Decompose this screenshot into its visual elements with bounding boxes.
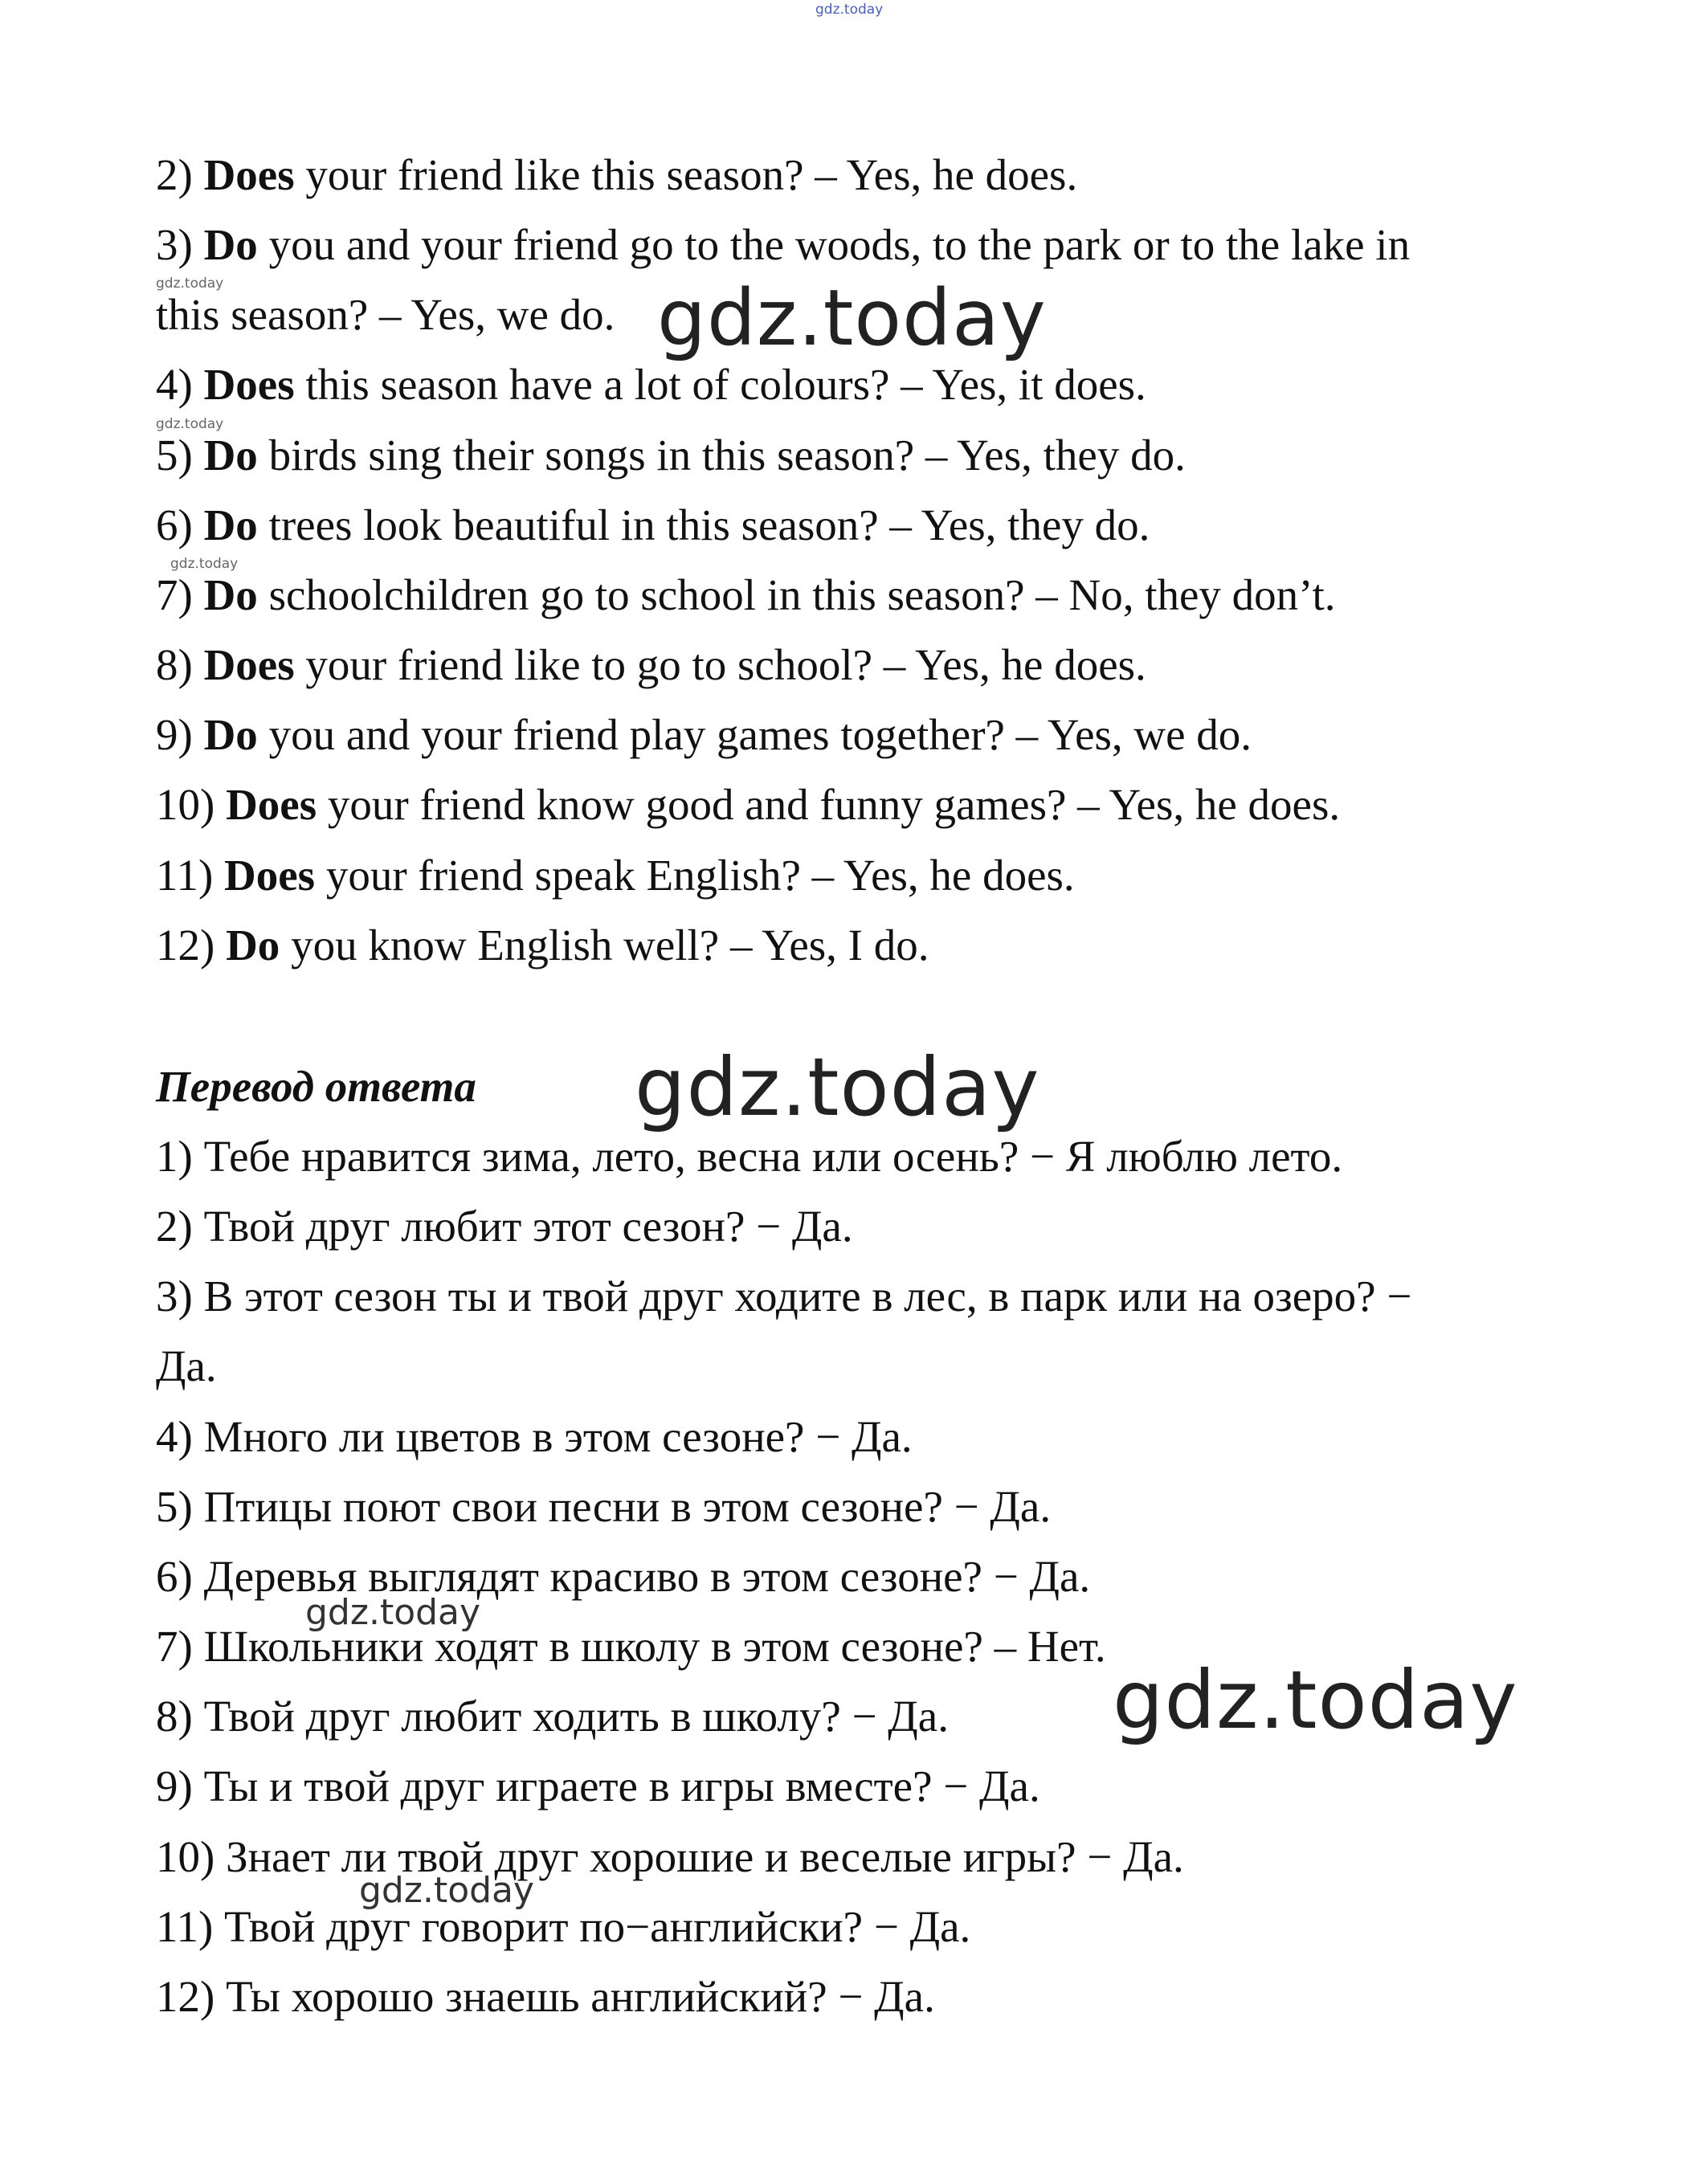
translation-line-2: 2) Твой друг любит этот сезон? − Да. [156,1202,853,1251]
watermark-top: gdz.today [815,2,884,18]
translation-line-3: 3) В этот сезон ты и твой друг ходите в лес, в парк или на озеро? − [156,1272,1412,1321]
translation-line-7: 7) Школьники ходят в школу в этом сезоне? – Нет. [156,1622,1106,1671]
watermark-large-1: gdz.today [657,273,1047,363]
watermark-small-3: gdz.today [170,556,239,572]
translation-line-9: 9) Ты и твой друг играете в игры вместе? − Да. [156,1761,1040,1810]
translation-line-4: 4) Много ли цветов в этом сезоне? − Да. [156,1412,913,1461]
translation-line-5: 5) Птицы поют свои песни в этом сезоне? − Да. [156,1482,1052,1531]
translation-line-8: 8) Твой друг любит ходить в школу? − Да. [156,1692,949,1741]
answer-line-10: 10) Does your friend know good and funny games? – Yes, he does. [156,780,1341,829]
answer-line-3: 3) Do you and your friend go to the woods, to the park or to the lake in [156,220,1411,269]
answer-line-8: 8) Does your friend like to go to school? – Yes, he does. [156,640,1146,689]
translation-line-12: 12) Ты хорошо знаешь английский? − Да. [156,1972,935,2021]
answer-line-2: 2) Does your friend like this season? – Yes, he does. [156,150,1078,199]
watermark-medium-1: gdz.today [305,1592,481,1633]
watermark-large-2: gdz.today [635,1040,1040,1134]
translation-heading: Перевод ответа [156,1062,476,1111]
answer-line-3-cont: this season? – Yes, we do. [156,290,615,339]
translation-line-1: 1) Тебе нравится зима, лето, весна или осень? − Я люблю лето. [156,1132,1343,1181]
answer-line-11: 11) Does your friend speak English? – Yes, he does. [156,851,1075,900]
translation-line-3-cont: Да. [156,1341,217,1390]
watermark-large-3: gdz.today [1113,1653,1518,1747]
translation-line-11: 11) Твой друг говорит по−английски? − Да. [156,1902,971,1951]
translation-line-6: 6) Деревья выглядят красиво в этом сезоне? − Да. [156,1552,1091,1601]
translation-line-10: 10) Знает ли твой друг хорошие и веселые игры? − Да. [156,1832,1184,1881]
watermark-small-2: gdz.today [156,416,224,432]
answer-line-6: 6) Do trees look beautiful in this season? – Yes, they do. [156,500,1150,549]
answer-line-4: 4) Does this season have a lot of colours? – Yes, it does. [156,360,1146,409]
watermark-small-1: gdz.today [156,276,224,292]
answer-line-12: 12) Do you know English well? – Yes, I do. [156,921,929,970]
answer-line-9: 9) Do you and your friend play games together? – Yes, we do. [156,710,1252,759]
answer-line-5: 5) Do birds sing their songs in this season? – Yes, they do. [156,431,1186,480]
answer-line-7: 7) Do schoolchildren go to school in this season? – No, they don’t. [156,570,1336,619]
watermark-medium-2: gdz.today [359,1870,535,1911]
